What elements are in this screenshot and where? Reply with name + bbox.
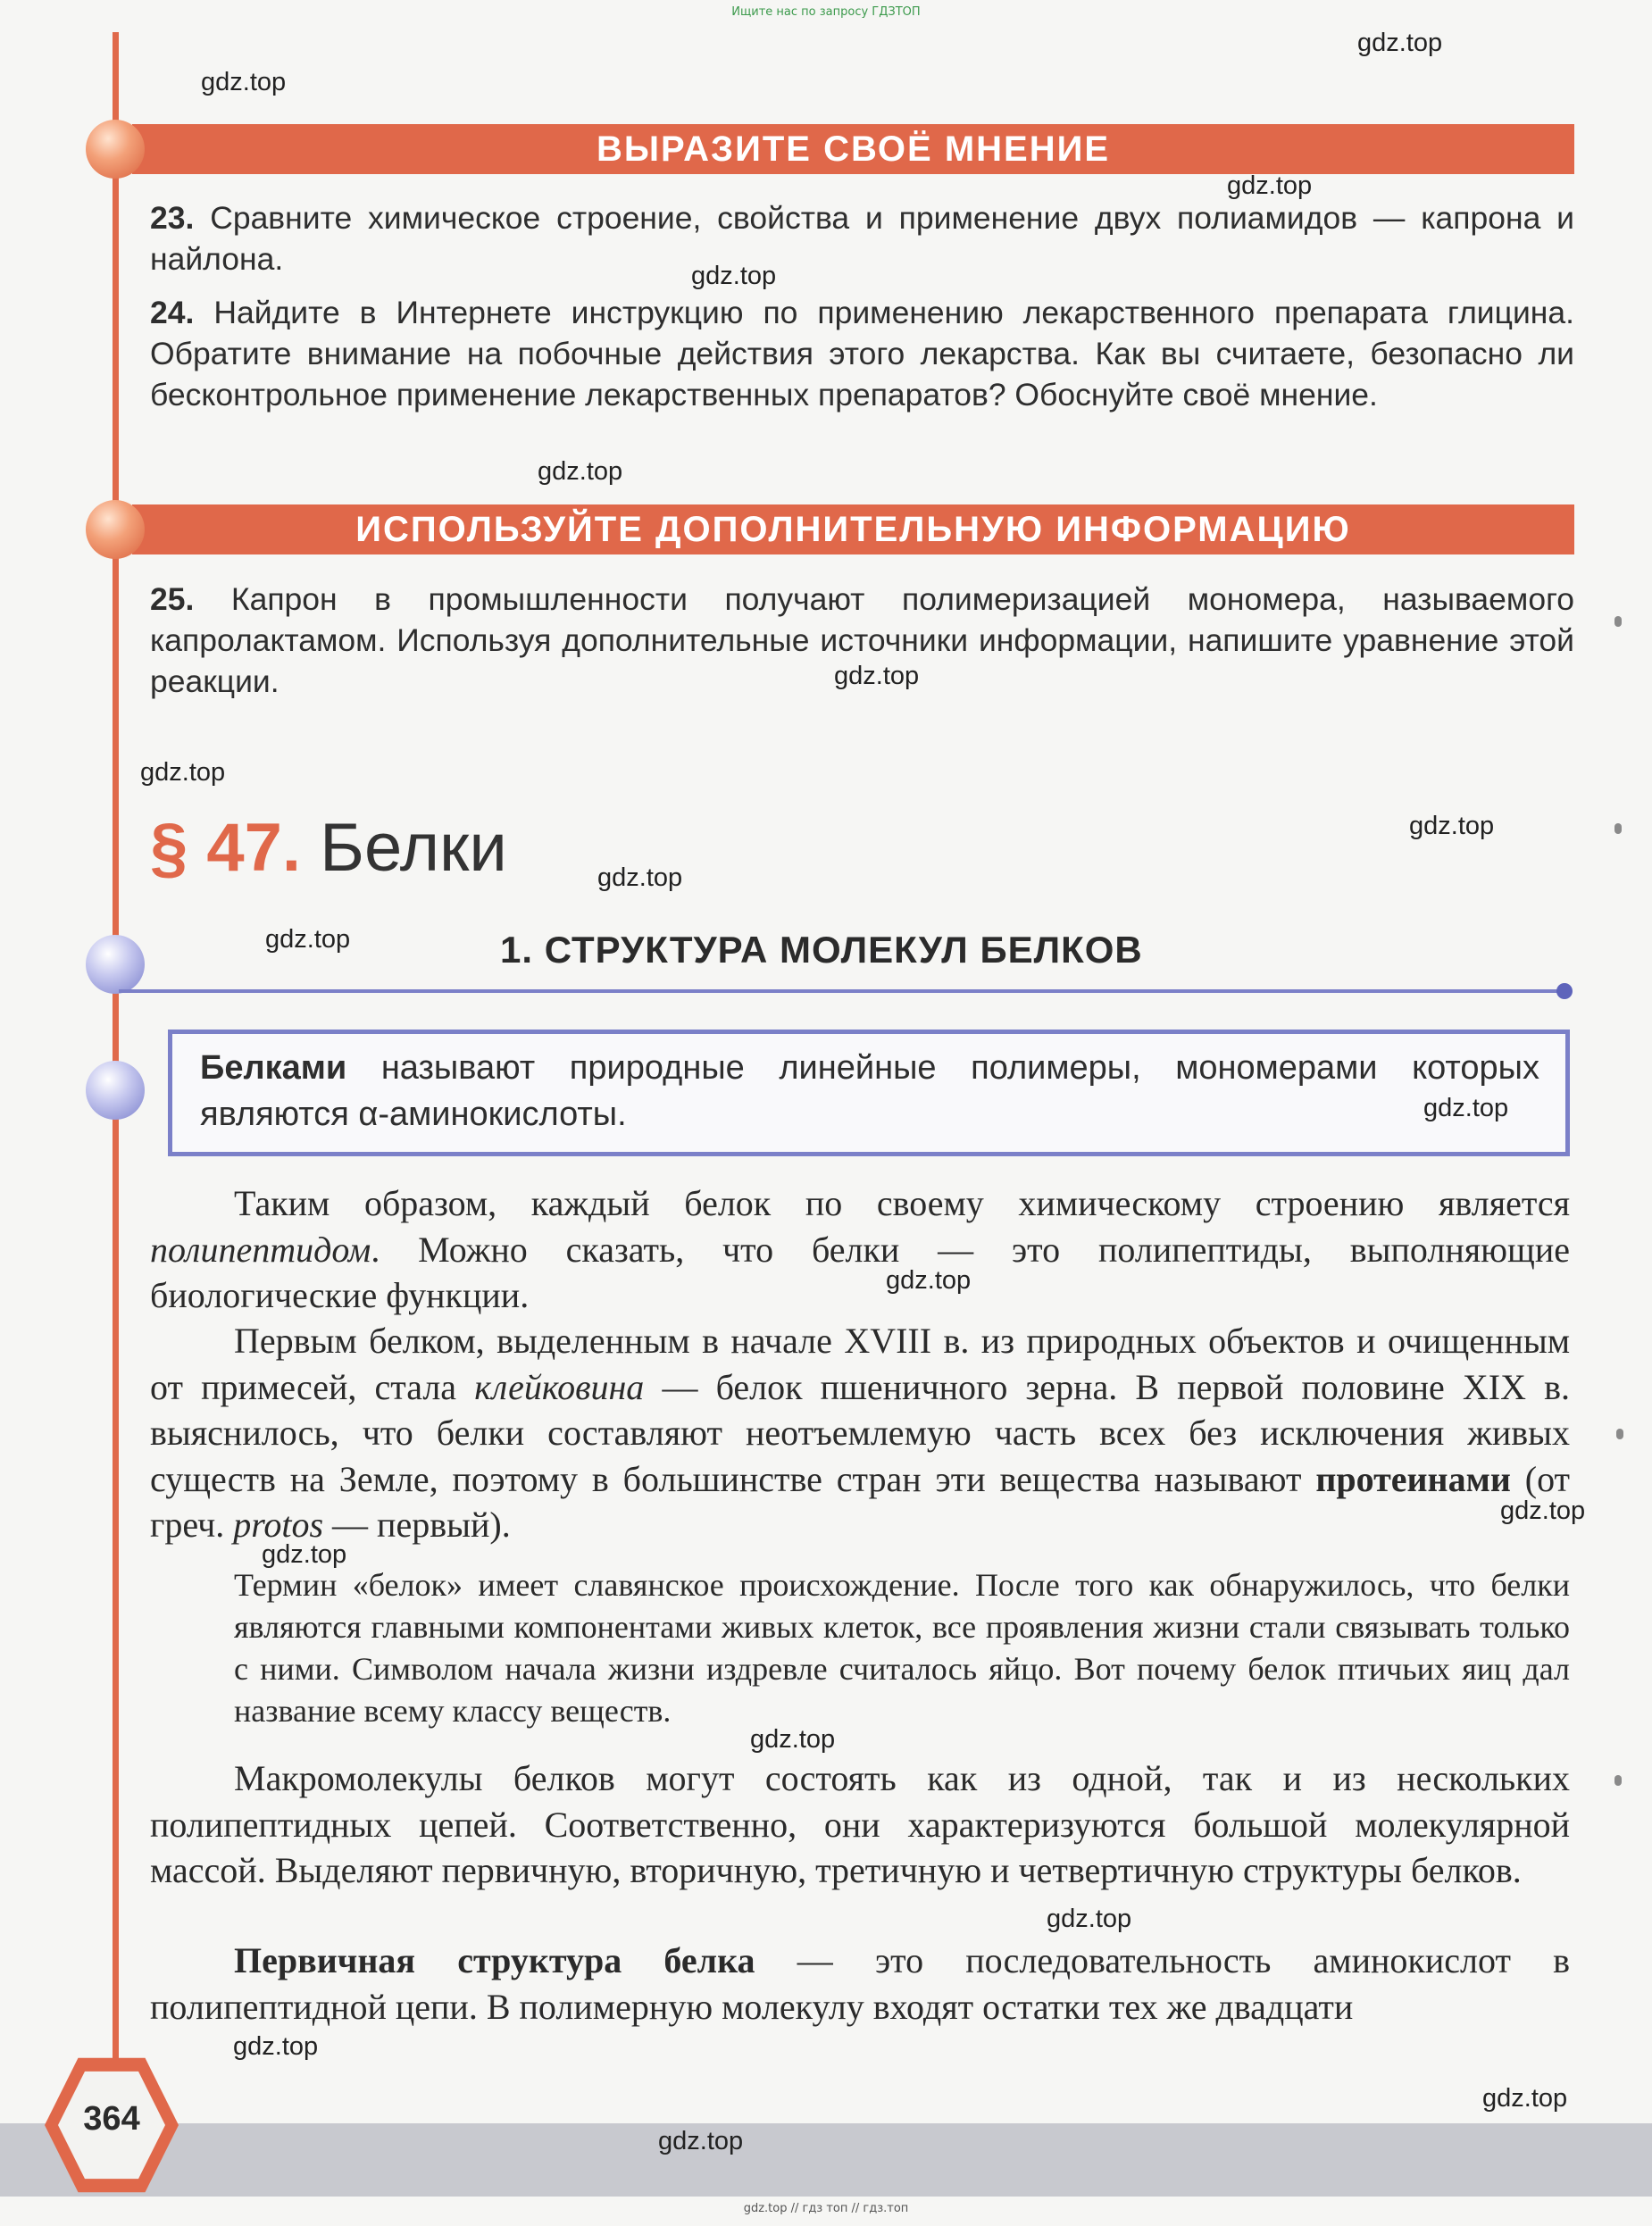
margin-speck (1614, 616, 1622, 627)
bold-term: протеинами (1315, 1458, 1511, 1499)
watermark: gdz.top (1500, 1497, 1586, 1525)
margin-speck (1614, 1775, 1622, 1786)
watermark: gdz.top (597, 863, 683, 892)
task-24 (150, 292, 1574, 415)
watermark: gdz.top (750, 1725, 836, 1754)
page-number: 364 (83, 2100, 140, 2138)
subsection-title: 1. СТРУКТУРА МОЛЕКУЛ БЕЛКОВ (500, 929, 1143, 971)
watermark: gdz.top (140, 758, 226, 787)
section-header-express-opinion: ВЫРАЗИТЕ СВОЁ МНЕНИЕ (132, 124, 1574, 174)
blue-ball-icon (86, 935, 145, 994)
emphasis-term: полипептидом (150, 1229, 371, 1270)
paragraph-name: Белки (320, 810, 507, 886)
watermark: gdz.top (201, 68, 287, 96)
watermark: gdz.top (1482, 2084, 1568, 2113)
text-run: — белок пшеничного зерна. В первой половине XIX в. выяснилось, что белки составляют неотъемлемую часть всех без исключения живых существ на Земле, поэтому в большинстве стран эти вещества называют (150, 1366, 1571, 1499)
watermark: gdz.top (1047, 1905, 1132, 1933)
rule-end-dot-icon (1556, 983, 1573, 999)
task-number: 23. (150, 200, 195, 236)
text-run: — первый). (332, 1505, 511, 1545)
section-header-additional-info: ИСПОЛЬЗУЙТЕ ДОПОЛНИТЕЛЬНУЮ ИНФОРМАЦИЮ (132, 504, 1574, 554)
task-text: Капрон в промышленности получают полимеризацией мономера, называемого капролактамом. Используя дополнительные источники информации, напишите уравнение этой реакции. (150, 581, 1574, 699)
orange-ball-icon (86, 120, 145, 179)
paragraph-number: § 47. (150, 810, 302, 886)
emphasis-term: клейковина (474, 1366, 645, 1407)
note-paragraph: Термин «белок» имеет славянское происхождение. После того как обнаружилось, что белки являются главными компонентами живых клеток, все проявления жизни стали связывать только с ними. Символом начала жизни издревле считалось яйцо. Вот почему белок птичьих яиц дал название всему классу веществ. (234, 1567, 1570, 1729)
bottom-note: gdz.top // гдз топ // гдз.топ (743, 2202, 909, 2215)
watermark: gdz.top (1227, 171, 1313, 200)
task-number: 24. (150, 295, 195, 330)
orange-ball-icon (86, 500, 145, 559)
task-text: Найдите в Интернете инструкцию по применению лекарственного препарата глицина. Обратите внимание на побочные действия этого лекарства. Как вы считаете, безопасно ли бесконтрольное применение лекарственных препаратов? Обоснуйте своё мнение. (150, 295, 1575, 413)
bold-term: Первичная структура белка (234, 1940, 755, 1980)
watermark: gdz.top (1409, 812, 1495, 840)
watermark: gdz.top (538, 457, 623, 486)
margin-speck (1616, 1429, 1623, 1439)
blue-ball-icon (86, 1061, 145, 1120)
footer-band (0, 2123, 1652, 2197)
watermark: gdz.top (265, 925, 351, 954)
watermark: gdz.top (658, 2127, 744, 2155)
subsection-rule (119, 989, 1565, 993)
watermark: gdz.top (233, 2032, 319, 2061)
task-text: Сравните химическое строение, свойства и применение двух полиамидов — капрона и найлона. (150, 200, 1574, 277)
margin-speck (1614, 823, 1622, 834)
definition-text (200, 1045, 1539, 1138)
watermark: gdz.top (262, 1540, 347, 1569)
text-run: . Можно сказать, что белки — это полипептиды, выполняющие биологические функции. (150, 1229, 1570, 1315)
watermark: gdz.top (886, 1266, 972, 1295)
top-note: Ищите нас по запросу ГДЗТОП (731, 5, 921, 19)
text-run: Таким образом, каждый белок по своему химическому строению является (234, 1183, 1570, 1223)
task-number: 25. (150, 581, 195, 617)
emphasis-term: protos (233, 1505, 324, 1545)
body-paragraph-1 (150, 1180, 1570, 1319)
watermark: gdz.top (1423, 1094, 1509, 1122)
task-23 (150, 197, 1574, 279)
body-paragraph-2 (150, 1318, 1570, 1548)
watermark: gdz.top (691, 262, 777, 290)
body-paragraph-3: Макромолекулы белков могут состоять как из одной, так и из нескольких полипептидных цепей. Соответственно, они характеризуются большой молекулярной массой. Выделяют первичную, вторичную, третичную и четвертичную структуры белков. (150, 1758, 1570, 1890)
watermark: gdz.top (834, 662, 920, 690)
definition-term: Белками (200, 1049, 347, 1087)
text-run: (от греч. (150, 1458, 1571, 1545)
watermark: gdz.top (1357, 29, 1443, 57)
body-paragraph-4 (150, 1938, 1570, 2030)
text-run: Первым белком, выделенным в начале XVIII в. из природных объектов и очищенным от примесей, стала (150, 1321, 1570, 1407)
text-run: — это последовательность аминокислот в полипептидной цепи. В полимерную молекулу входят остатки тех же двадцати (150, 1940, 1571, 2027)
paragraph-title (150, 808, 507, 888)
definition-body: называют природные линейные полимеры, мономерами которых являются α-аминокислоты. (200, 1049, 1539, 1133)
